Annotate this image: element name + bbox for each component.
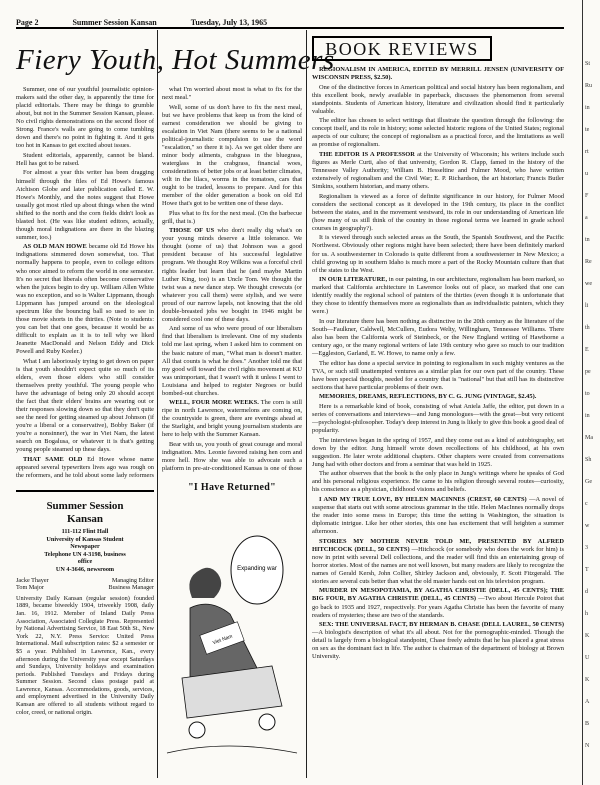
paragraph [312, 393, 564, 401]
paragraph-lead: WELL, FOUR MORE WEEKS. [169, 399, 259, 407]
paragraph-text: The author observes that the book is the only place in Jung's writings where he speaks of God and his personal religious experience. He came to his religion through several routes—curiosity, his conscience as a physician, childhood visions and beliefs. [312, 470, 564, 494]
edge-fragment: tn [585, 237, 590, 243]
paragraph [312, 276, 564, 316]
column-rule-2 [306, 30, 307, 778]
paragraph-text: One of the distinctive forces in American political and social history has been regionalism, and this excellent book, newly available in paperback, discusses the phenomenon from several standpoints. Students of American history, literature and civilization should find it particularly valuable. [312, 83, 564, 115]
paragraph [312, 66, 564, 82]
edge-fragment: Ge [585, 479, 592, 485]
paragraph [312, 117, 564, 149]
masthead-title: Summer Session Kansan [46, 500, 124, 525]
edge-fragment: u [585, 171, 588, 177]
paragraph-text: what I'm worried about most is what to fix for the next meal." [162, 86, 302, 102]
paragraph [16, 169, 154, 241]
masthead-phones: Telephone UN 4-3198, business office UN 4-3646, newsroom [44, 550, 126, 573]
paragraph-lead: AS OLD MAN HOWE [23, 243, 87, 251]
masthead-info: University Daily Kansan (regular session) founded 1889, became biweekly 1904, triweekly 1908, daily Jan. 16, 1912. Member of Inland Daily Press Association, Associated Collegiate Press. Represented by National Advertising Service, 18 East 50th St., New York 22, N.Y. Press Service: United Press International. Mail subscription rates: $2 a semester or $5 a year. Published in Lawrence, Kan., every afternoon during the University year except Saturdays and Sundays, University holidays and examination periods. Published Tuesdays and Fridays during Summer Session. Second class postage paid at Lawrence, Kansas. Accommodations, goods, services, and employment advertised in the University Daily Kansan are offered to all students without regard to color, creed, or national origin. [16, 594, 154, 716]
paragraph-text: —Hitchcock (or somebody who does the work for him) is now in print with several Dell collections, and the reader will find this an entertaining group of horror stories. Most of the names are not well known, but many readers are likely to recognize the names of Gerald Kersh, John Collier, Shirley Jackson and, obviously, F. Scott Fitzgerald. The stories are several cuts better than what the old master hands out on his television program. [312, 545, 564, 585]
paragraph [312, 496, 564, 536]
header-rule [16, 28, 564, 29]
paragraph-text: —A novel of suspense that starts out with some atrocious grammar in the title. Helen MacInnes normally drops the reader into some mess in Europe; this time the setting is Washington, the situation is diplomatic intrigue. Like her other stories, this one has excitement that will heighten a summer afternoon. [312, 495, 564, 536]
paragraph-text: It is viewed through such selected areas as the South, the Spanish Southwest, and the Pacific Northwest. Obviously other regions might have been selected; there have been definitely marked for us. A southwesterner in Colorado is quite different from a southwesterner in New Mexico; a child growing up in southern Idaho is much more a part of the Rocky Mountain culture than that of the states to the West. [312, 234, 564, 274]
edge-fragment: in [585, 413, 590, 419]
edge-fragment: K [585, 633, 590, 639]
paragraph-text: Summer, one of our youthful journalistic opinion-makers said the other day, is apparently the time for placid editorials. There may be things to grumble about, but not in the Summer Session Kansan, please. No civil rights demonstrations on the second floor of Strong. France's walls are going to come tumbling down and there's no point in fighting it. And it gets too hot in Kansas to get excited about issues. [16, 86, 154, 150]
edge-fragment: h [585, 611, 588, 617]
paragraph [312, 193, 564, 233]
edge-fragment: pe [585, 369, 591, 375]
paper-name: Summer Session Kansan [72, 18, 157, 27]
paragraph [312, 403, 564, 435]
wheel-left [189, 722, 205, 738]
edge-fragment: 3 [585, 545, 588, 551]
staff-row: Tom Major Business Manager [16, 584, 154, 592]
paragraph [312, 538, 564, 586]
masthead-publisher: University of Kansas Student Newspaper [46, 535, 124, 551]
paragraph [162, 441, 302, 472]
edge-fragment: we [585, 281, 592, 287]
paragraph [162, 325, 302, 397]
paragraph-text: —A biologist's description of what it's all about. Not for the pornographic-minded. Though the detail is largely from a biological standpoint, Chase freely admits that he has placed a great stress on sex as the dominant fact in life. The author is chairman of the department of biology at Brown University. [312, 629, 564, 661]
masthead-address: 111-112 Flint Hall [61, 528, 109, 535]
paragraph-lead: I AND MY TRUE LOVE, BY HELEN MACINNES (CREST, 60 CENTS) [319, 495, 527, 503]
paragraph-text: Student editorials, apparently, cannot be bland. Hell has got to be raised. [16, 151, 154, 167]
masthead [16, 500, 154, 778]
paragraph-lead: STORIES MY MOTHER NEVER TOLD ME, PRESENTED BY ALFRED HITCHCOCK (DELL, 50 CENTS) [312, 537, 564, 553]
edge-fragment: Ma [585, 435, 593, 441]
paragraph [162, 104, 302, 209]
paragraph-lead: SEX: THE UNIVERSAL FACT, BY HERMAN B. CHASE (DELL LAUREL, 50 CENTS) [319, 621, 564, 629]
edge-fragment: Ru [585, 83, 593, 89]
paragraph-text: Plus what to fix for the next meal. (On the barbecue grill, that is.) [162, 209, 302, 225]
page-number: Page 2 [16, 18, 39, 27]
paragraph-text: —Two about Hercule Poirot that go back to 1935 and 1927, respectively. For years Agatha Christie has been the favorite of many readers of mysteries; these are two of the standards. [312, 595, 564, 619]
page-header [16, 14, 564, 28]
figure-head [189, 568, 221, 598]
paragraph-text: in our painting, in our architecture, regionalism has been marked, so marked that California architecture in Lawrence looks out of place, so marked that one can identify readily the regional school of painters of the thirties (even though it is unfortunate that they chose to identify themselves more as regionalists than as individualistic painters, which they were.) [312, 276, 564, 316]
edge-fragment: c [585, 501, 588, 507]
paragraph-text: The interviews began in the spring of 1957, and they come out as a kind of autobiography, set down by the editor. Jung himself wrote down recollections of his childhood, at his own suggestion. He later wrote additional chapters. Other chapters were created from conversations Jung had with other doctors and from a seminar that was held in 1925. [312, 436, 564, 468]
paragraph [312, 587, 564, 619]
paragraph [312, 437, 564, 469]
issue-date: Tuesday, July 13, 1965 [190, 18, 268, 27]
paragraph-text: The editor has chosen to select writings that illustrate the question through the following: the concept itself, and its role in history; some selected historic regions of the United States; regional aspects of our culture; the concept of regionalism as a practical force, and the limitations as well as promise of regionalism. [312, 117, 564, 149]
paragraph-lead: THE EDITOR IS A PROFESSOR [319, 150, 415, 158]
paragraph [312, 360, 564, 392]
paragraph-text: became old Ed Howe his indignations simmered down somewhat, too. That normally happens to people, even to college editors who once aimed to reform the world in one semester. It's no secret that liberals often become conservative when the juices begin to dry up. William Allen White was no exception, and so is Walter Lippmann, though Lippmann has jumped around on the ideological spectrum like the bouncing ball so used to see in those movie shorts in the thirties. (Note to students: you can bet that one goes, because it would be as difficult to explain as it is to tell why we liked Jeanette MacDonald and Nelson Eddy and Dick Powell and Ruby Keeler.) [16, 243, 154, 355]
paragraph [162, 399, 302, 439]
staff-row: Jacke Thayer Managing Editor [16, 576, 154, 584]
paragraph [16, 243, 154, 356]
paragraph [312, 470, 564, 494]
paragraph-text: at the University of Wisconsin; his writers include such figures as Merle Curti, also of that university, Gordon R. Clapp, famed in the history of the Tennessee Valley Authority; William B. Hesseltine and Fulmer Mood, who have written extensively of regionalism and the Civil War; E. P. Richardson, the art historian; Francis Butler Simkins, southern historian, and many others. [312, 150, 564, 191]
editorial-column-1 [16, 86, 154, 480]
edge-fragment: U [585, 655, 590, 661]
edge-fragment: w [585, 523, 590, 529]
paragraph-lead: MEMORIES, DREAMS, REFLECTIONS, BY C. G. JUNG (VINTAGE, $2.45). [319, 393, 537, 401]
paragraph-text: Here is a remarkable kind of book, consisting of what Aniela Jaffe, the editor, put down in a series of conversations and interviews—and Jung monologues—with the great—but very reticent—psychologist-philosopher. Today's deep interest in Jung is likely to give this book a good deal of popularity. [312, 402, 564, 435]
paragraph-lead: THOSE OF US [169, 227, 215, 235]
book-reviews-column [312, 66, 564, 776]
edge-fragment: B [585, 721, 590, 727]
editorial-title: Fiery Youth, Hot Summers [16, 44, 335, 76]
paragraph [312, 234, 564, 274]
editorial-cartoon [162, 478, 302, 778]
paragraph [16, 152, 154, 168]
edge-fragment: a [585, 215, 588, 221]
edge-fragment: E [585, 347, 589, 353]
paragraph [162, 210, 302, 226]
paragraph [312, 84, 564, 116]
balloon-text: Expanding war [237, 566, 277, 572]
paragraph-lead: REGIONALISM IN AMERICA, EDITED BY MERRILL JENSEN (UNIVERSITY OF WISCONSIN PRESS, $2.50). [312, 66, 564, 82]
paragraph-text: What I am laboriously trying to get down on paper is that youth shouldn't expect quite so much of its elders, even those elders who still consider themselves pretty youthful. The young people who have the advantage of being only 20 should accept the fact that their elders' brains are wearing out or their responses slowing down so that they don't quite see the need for getting steamed up about Johnson (if you're a liberal or a conservative), Bobby Baker (if you're a nonsinner), the war in Viet Nam, the latest search on Bogalusa, or whatever it is that's getting young people steamed up these days. [16, 357, 154, 454]
edge-fragment: to [585, 391, 590, 397]
paragraph-text: Bear with us, you youth of great courage and moral indignation. Mrs. Leonie favored raising hen corn and more hell. How she was able to advocate such a platform in pre-air-conditioned Kansas is one of those [162, 441, 302, 472]
paragraph [312, 621, 564, 661]
edge-fragment: rt [585, 149, 589, 155]
paragraph-text: Regionalism is viewed as a force of definite significance in our history, for Fulmer Mood considers the sectional concept as it developed in the 19th century, its place in the conflict between the states, and in the movement westward, its role in our understanding of American life (how many of us still think of the country in those regional terms we learned in grade school courses in geography?). [312, 192, 564, 232]
edge-fragment: th [585, 325, 590, 331]
edge-fragment: Sh [585, 457, 592, 463]
edge-fragment: T [585, 567, 589, 573]
edge-fragment: St [585, 61, 591, 67]
paragraph-text: The corn is still ripe in north Lawrence, watermelons are coming on, the countryside is green, there are evenings ahead at the Starlight, and bright young journalism students are here to help with the Summer Kansan. [162, 399, 302, 439]
paragraph-lead: MURDER IN MESOPOTAMIA, BY AGATHA CHRISTIE (DELL, 45 CENTS); THE BIG FOUR, BY AGATHA CHRISTIE (DELL, 45 CENTS) [312, 587, 564, 603]
paragraph [16, 86, 154, 150]
paragraph-lead: IN OUR LITERATURE, [319, 276, 388, 284]
book-reviews-heading: BOOK REVIEWS [312, 36, 492, 61]
paragraph [16, 456, 154, 480]
column-rule-1 [157, 30, 158, 778]
edge-fragment: N [585, 743, 590, 749]
paragraph [16, 358, 154, 455]
edge-fragment: K [585, 677, 590, 683]
paragraph-text: The editor has done a special service in pointing to regionalism in such mighty ventures as the TVA, or such still unattempted ventures as a similar plan for our own part of the country. These have been special thoughts, needed for a country that is "national" but that still has its distinctive sections that have particular problems of their own. [312, 359, 564, 391]
next-page-edge [582, 0, 600, 785]
edge-fragment: A [585, 699, 590, 705]
paragraph-text: And some of us who were proud of our liberalism find that liberalism is irrelevant. One of my students told me last spring, when I asked him to comment on the basic nature of man, "What man is doesn't matter. All that counts is what he does." Another told me that my good will toward the civil rights movement at KU was unimportant, that I wasn't with it unless I went to Louisiana and helped to register Negroes or build bombed-out churches. [162, 325, 302, 397]
edge-fragment: Re [585, 259, 592, 265]
paragraph-text: Ed Howe whose name appeared several typewriters lives ago was rough on the reformers, and he told about some lady reformers [16, 455, 154, 479]
paragraph-text: For almost a year this writer has been dragging himself through the files of Ed Howe's famous Atchison Globe and later publication called E. W. Howe's Monthly, and the notes suggest that Howe usually got most riled up about things when the wind shifted to the north and the corn fields didn't look as blasted hot. (He was like student editors, actually, though moral indignations are there in the blazing summer, too.) [16, 169, 154, 241]
cartoon-caption: "I Have Returned" [188, 482, 276, 493]
paragraph-text: Well, some of us don't have to fix the next meal, but we have problems that keep us from the kind of earnest consideration we should be giving to escalation in Viet Nam (there seems to be a national political-journalistic compulsion to use the word "escalation," so there it is). As we get older there are minor body ailments, crabgrass in the bluegrass, waterglass in the crabgrass, financial woes, considerations of better jobs or at least better climates, wilt in the lilacs, worms in the tomatoes, cars that ought to be traded, lessons to prepare. And for this member of the older generation a book on old Ed Howe that's got to be written one of these days. [162, 103, 302, 208]
editorial-column-2 [162, 86, 302, 472]
sign-text: Viet Nam [212, 633, 234, 647]
paragraph [312, 151, 564, 191]
masthead-rule [16, 490, 154, 492]
edge-fragment: te [585, 127, 590, 133]
paragraph [162, 227, 302, 324]
paragraph [312, 318, 564, 358]
paragraph [162, 86, 302, 102]
edge-fragment: li [585, 303, 589, 309]
paragraph-lead: THAT SAME OLD [23, 455, 83, 463]
edge-fragment: in [585, 105, 590, 111]
masthead-staff [16, 577, 154, 592]
wheel-right [259, 714, 275, 730]
paragraph-text: In our literature there has been nothing as distinctive in the 20th century as the literature of the South—Faulkner, Caldwell, McCullers, Eudora Welty, Willingham, Tennessee Williams. There also has been the California work of Steinbeck, or the New England writing of Hawthorne a century ago, or the many regional writers of late 19th century who gave so much to our tradition—Eggleston, Garland, E. W. Howe, to name only a few. [312, 317, 564, 358]
ground-line [167, 746, 297, 753]
edge-fragment: F [585, 193, 589, 199]
paragraph-text: who don't really dig what's on your young minds deserve a little tolerance. We thought (some of us) that Johnson was a good president because of his successful legislative program. We thought Roy Wilkins was a forceful civil rights leader but learn that he (and maybe Martin Luther King, too) is an Uncle Tom. We thought the twist was a new dance step. We thought crewcuts (or whatever you call them) were stylish, and we were proud of our narrow lapels, not knowing that the old double-breasted jobs we bought in 1946 might be considered cool one of these days. [162, 227, 302, 323]
edge-fragment: d [585, 589, 588, 595]
